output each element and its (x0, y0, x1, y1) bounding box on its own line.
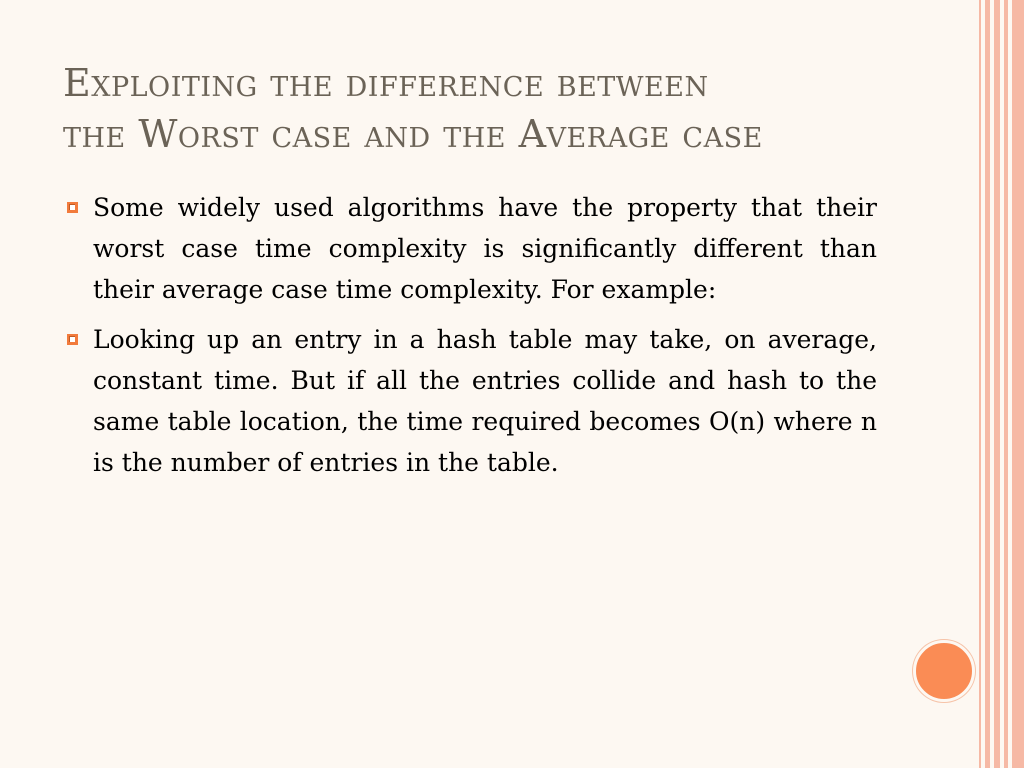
bullet-list (63, 187, 877, 492)
decorative-stripe (1004, 0, 1008, 768)
bullet-text: Looking up an entry in a hash table may take, on average, constant time. But if all the entries collide and hash to the same table location, the time required becomes O(n) where n is the number of entries in the table. (93, 325, 877, 477)
slide-title-line-2: the Worst case and the Average case (63, 112, 763, 156)
bullet-text: Some widely used algorithms have the property that their worst case time complexity is significantly different than their average case time complexity. For example: (93, 193, 877, 304)
accent-circle (913, 640, 975, 702)
decorative-stripe (994, 0, 1000, 768)
decorative-stripe (979, 0, 981, 768)
square-bullet-icon (67, 202, 78, 213)
decorative-stripe (1012, 0, 1024, 768)
decorative-stripe (985, 0, 990, 768)
bullet-item (63, 319, 877, 483)
slide-title-line-1: Exploiting the difference between (63, 61, 709, 105)
square-bullet-icon (67, 334, 78, 345)
slide-title (63, 58, 943, 160)
bullet-item (63, 187, 877, 310)
